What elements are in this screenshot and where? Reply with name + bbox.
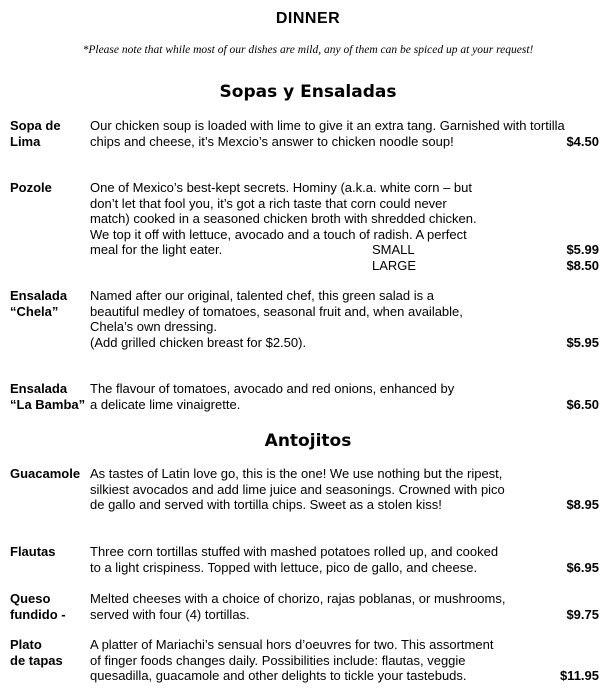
description-line: Melted cheeses with a choice of chorizo, rajas poblanas, or mushrooms, (90, 591, 506, 606)
item-price: $9.75 (566, 606, 599, 622)
item-name (10, 288, 90, 319)
item-price: $8.95 (566, 497, 599, 512)
description-line: The flavour of tomatoes, avocado and red onions, enhanced by (90, 381, 455, 396)
description-line: a delicate lime vinaigrette. (90, 396, 241, 412)
description-line: (Add grilled chicken breast for $2.50). (90, 334, 307, 350)
item-price: $6.50 (566, 396, 599, 412)
item-price: $6.95 (566, 559, 599, 575)
item-name-line: Ensalada (10, 288, 68, 303)
item-description (90, 591, 520, 622)
item-price: $5.95 (566, 334, 599, 350)
description-line: A platter of Mariachi’s sensual hors d’oeuvres for two. This assortment (90, 637, 494, 652)
description-line: quesadilla, guacamole and other delights to tickle your tastebuds. (90, 668, 467, 683)
description-line: chips and cheese, it’s Mexcio’s answer to chicken noodle soup! (90, 133, 454, 149)
size-small-price: $5.99 (566, 242, 599, 257)
item-name-line: Sopa de (10, 118, 61, 133)
item-name-line: Flautas (10, 544, 56, 559)
item-name (10, 381, 90, 412)
item-name (10, 180, 90, 196)
description-line: One of Mexico’s best-kept secrets. Hominy (a.k.a. white corn – but (90, 180, 472, 195)
item-name-line: Queso (10, 591, 51, 606)
item-name (10, 544, 90, 560)
item-name (10, 118, 90, 149)
description-line: to a light crispiness. Topped with lettuce, pico de gallo, and cheese. (90, 559, 478, 575)
description-line: As tastes of Latin love go, this is the one! We use nothing but the ripest, (90, 466, 503, 481)
menu-title: DINNER (275, 10, 341, 27)
size-large-label: LARGE (372, 257, 417, 273)
spice-note: *Please note that while most of our dishes are mild, any of them can be spiced up at your request! (82, 44, 534, 56)
item-name-line: fundido - (10, 606, 66, 622)
size-small-label: SMALL (372, 242, 415, 257)
item-description (90, 288, 520, 350)
item-name (10, 637, 90, 668)
item-price: $4.50 (566, 133, 599, 149)
description-line: match) cooked in a seasoned chicken broth with shredded chicken. (90, 211, 477, 226)
description-line: Chela’s own dressing. (90, 319, 217, 334)
description-line: meal for the light eater. (90, 242, 223, 257)
item-description (90, 466, 520, 513)
description-line: Three corn tortillas stuffed with mashed potatoes rolled up, and cooked (90, 544, 499, 559)
item-description (90, 544, 520, 575)
description-line: silkiest avocados and add lime juice and seasonings. Crowned with pico (90, 481, 505, 497)
description-line: Named after our original, talented chef, this green salad is a (90, 288, 434, 303)
description-line: de gallo and served with tortilla chips. Sweet as a stolen kiss! (90, 497, 442, 512)
description-line: We top it off with lettuce, avocado and a touch of radish. A perfect (90, 226, 467, 242)
description-line: beautiful medley of tomatoes, seasonal fruit and, when available, (90, 303, 463, 319)
item-name-line: Plato (10, 637, 42, 652)
item-name (10, 466, 90, 482)
section-title-antojitos: Antojitos (264, 431, 352, 451)
size-large-price: $8.50 (566, 257, 599, 273)
item-price: $11.95 (559, 668, 599, 683)
description-line: don’t let that fool you, it’s got a rich taste that corn could never (90, 195, 447, 211)
description-line: of finger foods changes daily. Possibilities include: flautas, veggie (90, 652, 466, 668)
item-name-line: Guacamole (10, 466, 81, 481)
item-name (10, 591, 90, 622)
item-description (90, 381, 520, 412)
item-description (90, 118, 565, 149)
description-line: served with four (4) tortillas. (90, 606, 250, 622)
item-name-line: “Chela” (10, 303, 59, 319)
item-name-line: Lima (10, 133, 41, 149)
item-name-line: de tapas (10, 652, 63, 668)
item-description (90, 637, 520, 684)
section-title-sopas: Sopas y Ensaladas (219, 82, 397, 102)
description-line: Our chicken soup is loaded with lime to give it an extra tang. Garnished with tortilla (90, 118, 565, 133)
item-name-line: “La Bamba” (10, 396, 86, 412)
item-description (90, 180, 520, 258)
item-name-line: Ensalada (10, 381, 68, 396)
item-name-line: Pozole (10, 180, 52, 195)
